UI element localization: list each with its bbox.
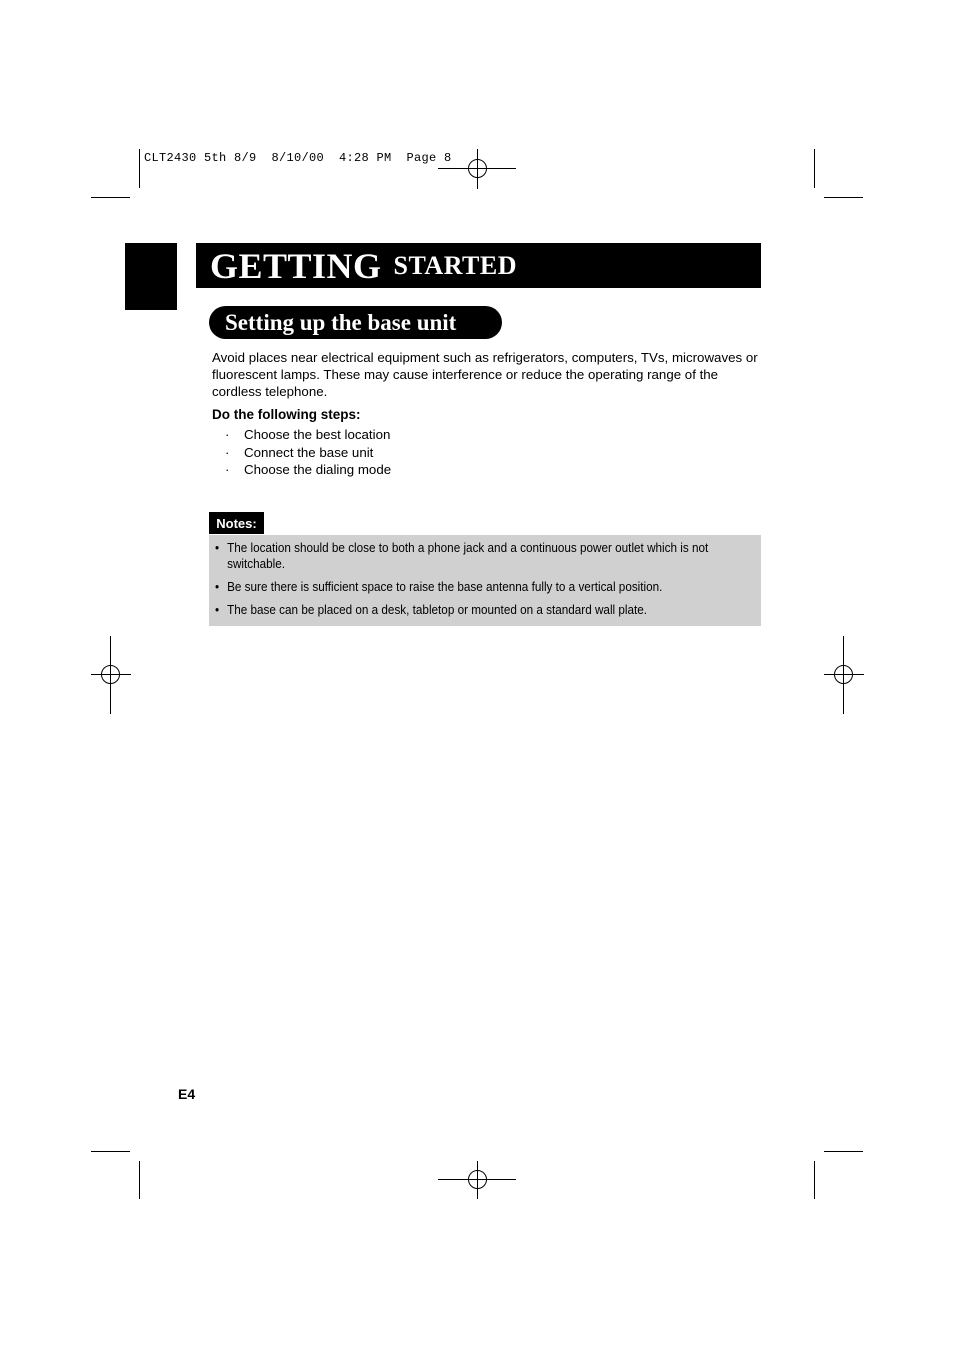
registration-mark-left-icon bbox=[91, 636, 131, 714]
steps-list bbox=[212, 426, 391, 479]
bullet-dot-icon: · bbox=[225, 462, 230, 477]
bullet-dot-icon: · bbox=[225, 427, 230, 442]
bullet-icon: • bbox=[215, 603, 220, 617]
crop-mark-bottom-right-v bbox=[814, 1161, 815, 1199]
crop-mark-top-left-h bbox=[91, 197, 130, 198]
bullet-icon: • bbox=[215, 541, 220, 555]
list-item: · Choose the dialing mode bbox=[225, 462, 392, 477]
notes-list bbox=[215, 540, 747, 618]
registration-mark-top-icon bbox=[438, 149, 516, 189]
crop-mark-top-right-h bbox=[824, 197, 863, 198]
bullet-icon: • bbox=[215, 580, 220, 594]
notes-box bbox=[209, 535, 761, 626]
chapter-title-main: GETTING bbox=[210, 245, 382, 286]
registration-mark-right-icon bbox=[824, 636, 864, 714]
crop-mark-bottom-left-h bbox=[91, 1151, 130, 1152]
chapter-title-sub: STARTED bbox=[393, 250, 518, 280]
registration-mark-bottom-icon bbox=[438, 1161, 516, 1199]
chapter-title-bar bbox=[196, 243, 761, 288]
steps-heading: Do the following steps: bbox=[212, 407, 361, 422]
bullet-dot-icon: · bbox=[225, 444, 230, 460]
list-item: · Choose the best location bbox=[225, 427, 391, 442]
crop-mark-bottom-right-h bbox=[824, 1151, 863, 1152]
note-item: • The location should be close to both a phone jack and a continuous power outlet which is not switchable. bbox=[215, 541, 709, 571]
note-item: • Be sure there is sufficient space to raise the base antenna fully to a vertical position. bbox=[215, 580, 663, 594]
section-heading: Setting up the base unit bbox=[209, 306, 502, 339]
crop-mark-bottom-left-v bbox=[139, 1161, 140, 1199]
page-number: E4 bbox=[178, 1086, 196, 1102]
intro-paragraph: Avoid places near electrical equipment such as refrigerators, computers, TVs, microwaves or fluorescent lamps. These may cause interference or reduce the operating range of the cordless telephone. bbox=[212, 350, 758, 399]
crop-mark-top-right-v bbox=[814, 149, 815, 188]
note-item: • The base can be placed on a desk, tabletop or mounted on a standard wall plate. bbox=[215, 603, 648, 617]
printer-slug: CLT2430 5th 8/9 8/10/00 4:28 PM Page 8 bbox=[144, 151, 452, 165]
list-item: · Connect the base unit bbox=[225, 444, 374, 460]
notes-label: Notes: bbox=[209, 512, 264, 534]
crop-mark-top-left-v bbox=[139, 149, 140, 188]
chapter-tab-block bbox=[125, 243, 177, 310]
